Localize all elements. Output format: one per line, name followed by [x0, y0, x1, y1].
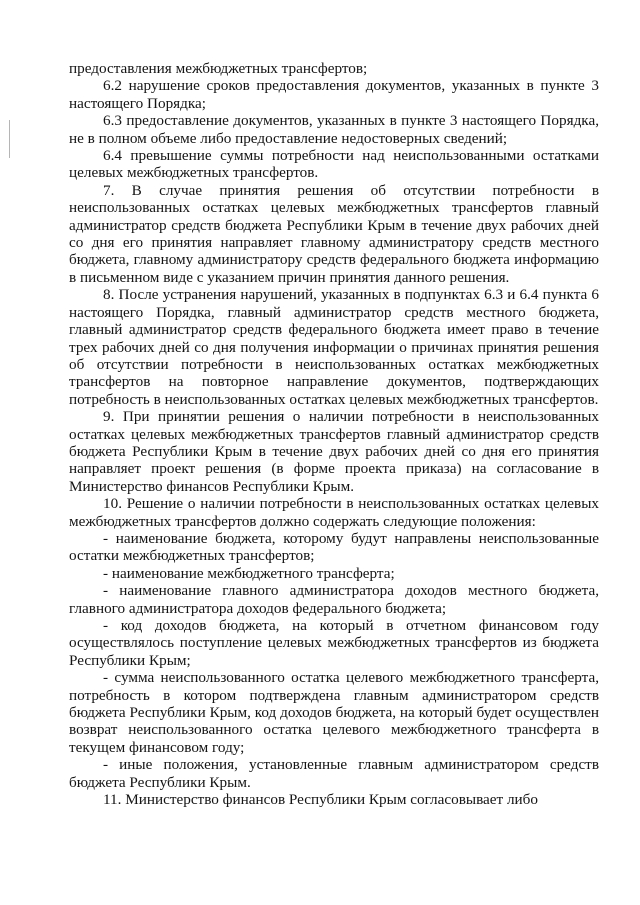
list-item-other-provisions: - иные положения, установленные главным администратором средств бюджета Республики Крым.	[69, 756, 599, 791]
paragraph-6-3: 6.3 предоставление документов, указанных в пункте 3 настоящего Порядка, не в полном объеме либо предоставление недостоверных сведений;	[69, 112, 599, 147]
paragraph-6-2: 6.2 нарушение сроков предоставления документов, указанных в пункте 3 настоящего Порядка;	[69, 77, 599, 112]
paragraph-9: 9. При принятии решения о наличии потребности в неиспользованных остатках целевых межбюджетных трансфертов главный администратор средств бюджета Республики Крым в течение двух рабочих дней со дня его принятия направляет проект решения (в форме проекта приказа) на согласование в Министерство финансов Республики Крым.	[69, 408, 599, 495]
paragraph-10: 10. Решение о наличии потребности в неиспользованных остатках целевых межбюджетных трансфертов должно содержать следующие положения:	[69, 495, 599, 530]
paragraph-6-4: 6.4 превышение суммы потребности над неиспользованными остатками целевых межбюджетных трансфертов.	[69, 147, 599, 182]
list-item-administrator-name: - наименование главного администратора доходов местного бюджета, главного администратора доходов федерального бюджета;	[69, 582, 599, 617]
paragraph-7: 7. В случае принятия решения об отсутствии потребности в неиспользованных остатках целевых межбюджетных трансфертов главный администратор средств бюджета Республики Крым в течение двух рабочих дней со дня его принятия направляет главному администратору средств местного бюджета, главному администратору средств федерального бюджета информацию в письменном виде с указанием причин принятия данного решения.	[69, 181, 599, 286]
list-item-budget-name: - наименование бюджета, которому будут направлены неиспользованные остатки межбюджетных трансфертов;	[69, 529, 599, 565]
list-item-transfer-name: - наименование межбюджетного трансферта;	[103, 564, 395, 582]
scan-artifact-line	[9, 120, 10, 158]
paragraph-continuation: предоставления межбюджетных трансфертов;	[69, 60, 368, 77]
paragraph-11: 11. Министерство финансов Республики Крым согласовывает либо	[103, 791, 538, 809]
list-item-unused-balance: - сумма неиспользованного остатка целевого межбюджетного трансферта, потребность в котором подтверждена главным администратором средств бюджета Республики Крым, код доходов бюджета, на который будет осуществлен возврат неиспользованного остатка целевого межбюджетного трансферта в текущем финансовом году;	[69, 669, 599, 756]
document-body	[69, 60, 599, 808]
paragraph-8: 8. После устранения нарушений, указанных в подпунктах 6.3 и 6.4 пункта 6 настоящего Порядка, главный администратор средств местного бюджета, главный администратор средств федерального бюджета имеет право в течение трех рабочих дней со дня получения информации о причинах принятия решения об отсутствии потребности в неиспользованных остатках межбюджетных трансфертов на повторное направление документов, подтверждающих потребность в неиспользованных остатках целевых межбюджетных трансфертов.	[69, 286, 599, 408]
list-item-income-code: - код доходов бюджета, на который в отчетном финансовом году осуществлялось поступление целевых межбюджетных трансфертов из бюджета Республики Крым;	[69, 617, 599, 669]
